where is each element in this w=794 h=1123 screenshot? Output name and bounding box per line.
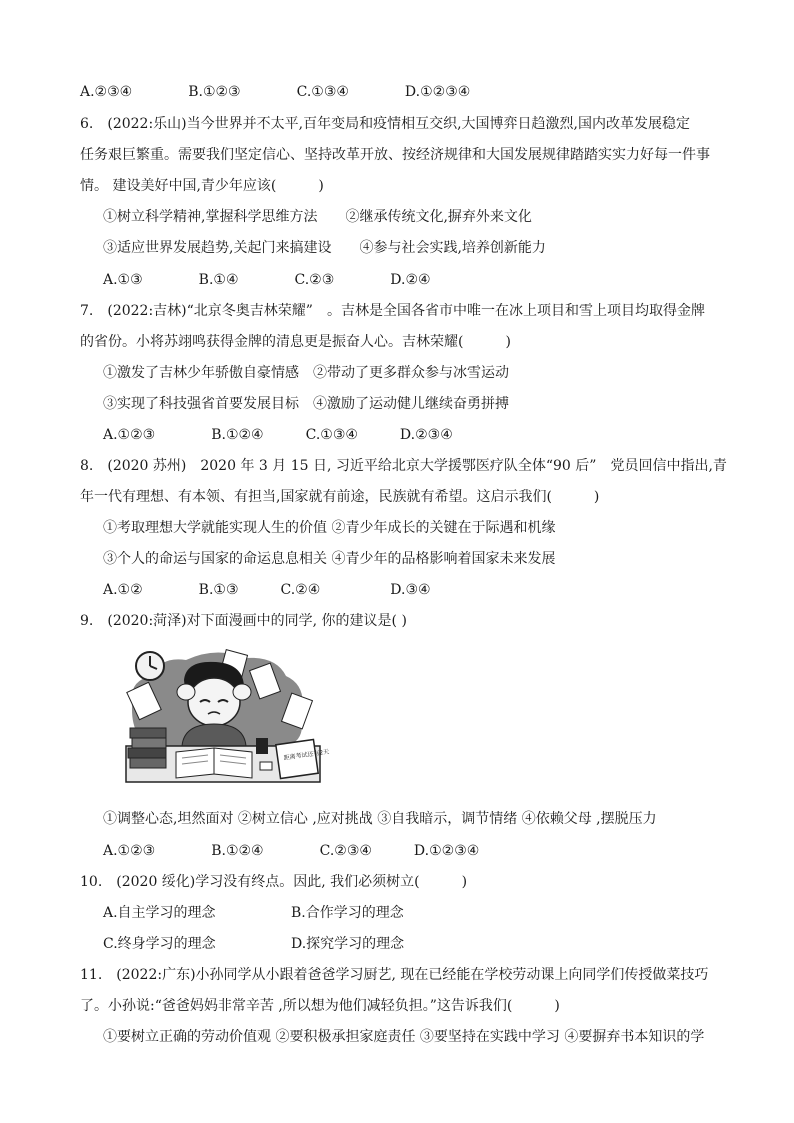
q7-stem-line2: 的省份。小将苏翊鸣获得金牌的清息更是振奋人心。吉林荣耀( ) (80, 334, 511, 350)
q6-stem-line1: 6. (2022:乐山)当今世界并不太平,百年变局和疫情相互交织,大国博弈日趋激烈,国内改革发展稳定 (80, 116, 690, 132)
q11-stem-line2: 了。小孙说:“爸爸妈妈非常辛苦 ,所以想为他们减轻负担。”这告诉我们( ) (80, 998, 560, 1014)
q10-option-d: D.探究学习的理念 (291, 936, 405, 952)
q9-stem: 9. (2020:菏泽)对下面漫画中的同学, 你的建议是( ) (80, 613, 407, 629)
q9-options: A.①②③ B.①②④ C.②③④ D.①②③④ (103, 843, 480, 859)
q6-stem-line3: 情。 建设美好中国,青少年应该( ) (80, 178, 324, 194)
countdown-sign-text: 距离考试还有2天 (283, 748, 330, 762)
q11-stem-line1: 11. (2022:广东)小孙同学从小跟着爸爸学习厨艺, 现在已经能在学校劳动课上向同学们传授做菜技巧 (80, 967, 709, 983)
cartoon-illustration (126, 646, 330, 782)
cartoon-image (126, 646, 330, 782)
q7-statements-1: ①激发了吉林少年骄傲自豪情感 ②带动了更多群众参与冰雪运动 (103, 365, 509, 381)
q7-statements-2: ③实现了科技强省首要发展目标 ④激励了运动健儿继续奋勇拼搏 (103, 396, 509, 412)
q6-statements-1: ①树立科学精神,掌握科学思维方法 ②继承传统文化,摒弃外来文化 (103, 209, 532, 225)
q11-statements: ①要树立正确的劳动价值观 ②要积极承担家庭责任 ③要坚持在实践中学习 ④要摒弃书本知识的学 (103, 1029, 705, 1045)
q10-stem: 10. (2020 绥化)学习没有终点。因此, 我们必须树立( ) (80, 874, 468, 890)
q5-options: A.②③④ B.①②③ C.①③④ D.①②③④ (80, 84, 471, 100)
q8-stem-line1: 8. (2020 苏州) 2020 年 3 月 15 日, 习近平给北京大学援鄂医疗队全体“90 后” 党员回信中指出,青 (80, 458, 727, 474)
q8-statements-2: ③个人的命运与国家的命运息息相关 ④青少年的品格影响着国家未来发展 (103, 551, 556, 567)
q10-option-c: C.终身学习的理念 (103, 936, 216, 952)
q9-statements: ①调整心态,坦然面对 ②树立信心 ,应对挑战 ③自我暗示，调节情绪 ④依赖父母 ,摆脱压力 (103, 811, 657, 827)
q10-option-b: B.合作学习的理念 (291, 905, 404, 921)
q6-statements-2: ③适应世界发展趋势,关起门来搞建设 ④参与社会实践,培养创新能力 (103, 240, 546, 256)
q8-stem-line2: 年一代有理想、有本领、有担当,国家就有前途，民族就有希望。这启示我们( ) (80, 489, 600, 505)
q10-option-a: A.自主学习的理念 (103, 905, 216, 921)
q8-options: A.①② B.①③ C.②④ D.③④ (103, 582, 431, 598)
q8-statements-1: ①考取理想大学就能实现人生的价值 ②青少年成长的关键在于际遇和机缘 (103, 520, 556, 536)
q6-stem-line2: 任务艰巨繁重。需要我们坚定信心、坚持改革开放、按经济规律和大国发展规律踏踏实实力好每一件事 (80, 147, 710, 163)
q7-stem-line1: 7. (2022:吉林)“北京冬奥吉林荣耀” 。吉林是全国各省市中唯一在冰上项目和雪上项目均取得金牌 (80, 303, 705, 319)
q7-options: A.①②③ B.①②④ C.①③④ D.②③④ (103, 427, 453, 443)
q6-options: A.①③ B.①④ C.②③ D.②④ (103, 272, 431, 288)
